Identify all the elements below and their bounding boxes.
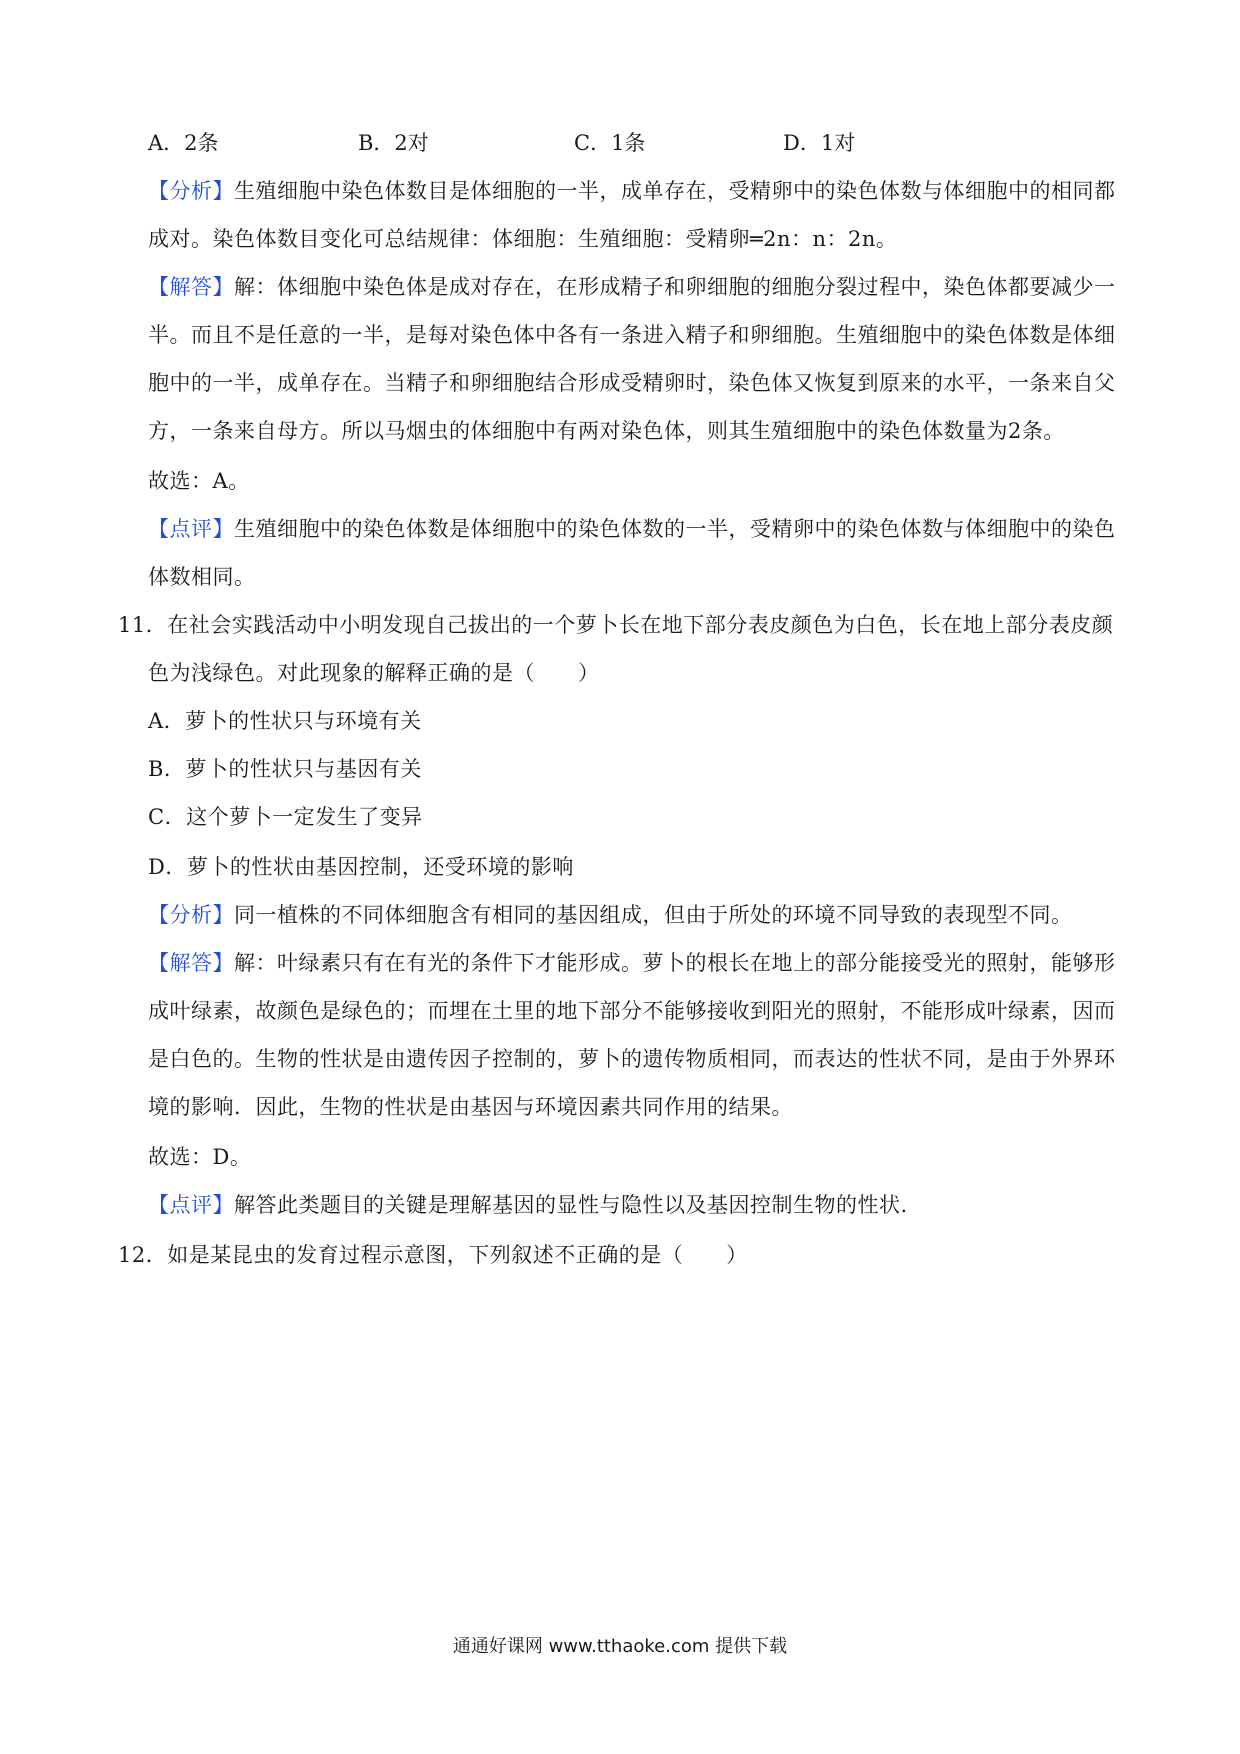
q10-option-d: D．1对 bbox=[783, 131, 856, 155]
q12-stem: 12．如是某昆虫的发育过程示意图，下列叙述不正确的是（ ） bbox=[118, 1243, 748, 1267]
q10-option-a: A．2条 bbox=[148, 131, 219, 155]
q10-option-c: C．1条 bbox=[574, 131, 646, 155]
q10-analysis-line2: 成对。染色体数目变化可总结规律：体细胞：生殖细胞：受精卵═2n：n：2n。 bbox=[148, 227, 898, 251]
q10-answer-line2: 半。而且不是任意的一半，是每对染色体中各有一条进入精子和卵细胞。生殖细胞中的染色体数是体细 bbox=[148, 323, 1116, 347]
q10-option-b: B．2对 bbox=[358, 131, 429, 155]
analysis-tag: 【分析】 bbox=[148, 179, 234, 203]
analysis-text: 生殖细胞中染色体数目是体细胞的一半，成单存在，受精卵中的染色体数与体细胞中的相同都 bbox=[234, 179, 1116, 203]
answer-text: 解：叶绿素只有在有光的条件下才能形成。萝卜的根长在地上的部分能接受光的照射，能够形 bbox=[234, 951, 1116, 975]
analysis-tag: 【分析】 bbox=[148, 903, 234, 927]
review-tag: 【点评】 bbox=[148, 517, 234, 541]
review-text: 生殖细胞中的染色体数是体细胞中的染色体数的一半，受精卵中的染色体数与体细胞中的染色 bbox=[234, 517, 1116, 541]
q11-option-a: A．萝卜的性状只与环境有关 bbox=[148, 709, 422, 733]
q10-choice: 故选：A。 bbox=[148, 469, 250, 493]
review-text: 解答此类题目的关键是理解基因的显性与隐性以及基因控制生物的性状. bbox=[234, 1193, 908, 1217]
q11-answer-line4: 境的影响．因此，生物的性状是由基因与环境因素共同作用的结果。 bbox=[148, 1095, 793, 1119]
q11-option-d: D．萝卜的性状由基因控制，还受环境的影响 bbox=[148, 855, 574, 879]
q11-review bbox=[148, 1190, 908, 1220]
q11-option-c: C．这个萝卜一定发生了变异 bbox=[148, 805, 423, 829]
q11-option-b: B．萝卜的性状只与基因有关 bbox=[148, 757, 422, 781]
q11-answer bbox=[148, 948, 1116, 978]
answer-text: 解：体细胞中染色体是成对存在，在形成精子和卵细胞的细胞分裂过程中，染色体都要减少一 bbox=[234, 275, 1116, 299]
page-footer: 通通好课网 www.tthaoke.com 提供下载 bbox=[452, 1636, 788, 1657]
q11-stem-line2: 色为浅绿色。对此现象的解释正确的是（ ） bbox=[148, 661, 600, 685]
answer-tag: 【解答】 bbox=[148, 275, 234, 299]
q10-review bbox=[148, 514, 1116, 544]
q11-analysis bbox=[148, 900, 1073, 930]
q10-review-line2: 体数相同。 bbox=[148, 565, 256, 589]
analysis-text: 同一植株的不同体细胞含有相同的基因组成，但由于所处的环境不同导致的表现型不同。 bbox=[234, 903, 1073, 927]
q10-answer-line3: 胞中的一半，成单存在。当精子和卵细胞结合形成受精卵时，染色体又恢复到原来的水平，一条来自父 bbox=[148, 371, 1116, 395]
q11-answer-line3: 是白色的。生物的性状是由遗传因子控制的，萝卜的遗传物质相同，而表达的性状不同，是由于外界环 bbox=[148, 1047, 1116, 1071]
answer-tag: 【解答】 bbox=[148, 951, 234, 975]
review-tag: 【点评】 bbox=[148, 1193, 234, 1217]
q11-stem: 11．在社会实践活动中小明发现自己拔出的一个萝卜长在地下部分表皮颜色为白色，长在地上部分表皮颜 bbox=[118, 613, 1114, 637]
q10-analysis bbox=[148, 176, 1116, 206]
q10-answer bbox=[148, 272, 1116, 302]
q11-choice: 故选：D。 bbox=[148, 1145, 252, 1169]
q11-answer-line2: 成叶绿素，故颜色是绿色的；而埋在土里的地下部分不能够接收到阳光的照射，不能形成叶绿素，因而 bbox=[148, 999, 1116, 1023]
q10-answer-line4: 方，一条来自母方。所以马烟虫的体细胞中有两对染色体，则其生殖细胞中的染色体数量为2条。 bbox=[148, 419, 1065, 443]
